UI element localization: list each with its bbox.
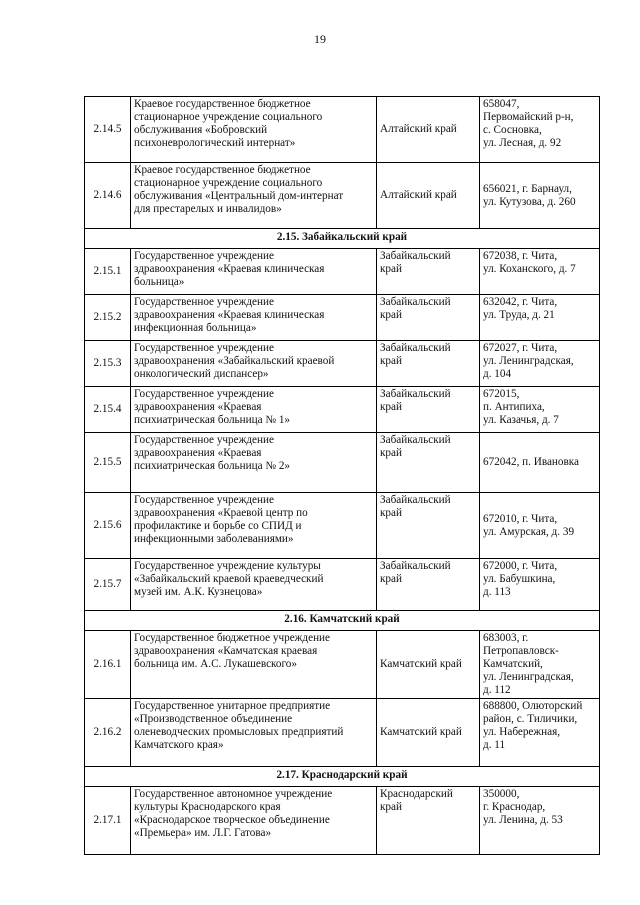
region-name: Алтайский край — [377, 97, 480, 163]
address: 632042, г. Чита, ул. Труда, д. 21 — [480, 295, 600, 341]
section-title: 2.16. Камчатский край — [85, 611, 600, 631]
region-name: Забайкальский край — [377, 493, 480, 559]
institution-name: Государственное учреждение здравоохранения «Краевая психиатрическая больница № 2» — [131, 433, 377, 493]
address: 672038, г. Чита, ул. Коханского, д. 7 — [480, 249, 600, 295]
table-row — [85, 97, 600, 163]
institution-name: Государственное учреждение культуры «Забайкальский краевой краеведческий музей им. А.К. Кузнецова» — [131, 559, 377, 611]
row-number: 2.14.6 — [85, 163, 131, 229]
table-row — [85, 493, 600, 559]
section-header-row — [85, 611, 600, 631]
table-row — [85, 433, 600, 493]
row-number: 2.15.3 — [85, 341, 131, 387]
institution-name: Государственное бюджетное учреждение здравоохранения «Камчатская краевая больница им. А.С. Лукашевского» — [131, 631, 377, 699]
region-name: Алтайский край — [377, 163, 480, 229]
address: 688800, Олюторский район, с. Тиличики, ул. Набережная, д. 11 — [480, 699, 600, 767]
institution-name: Краевое государственное бюджетное стационарное учреждение социального обслуживания «Бобровский психоневрологический интернат» — [131, 97, 377, 163]
row-number: 2.15.2 — [85, 295, 131, 341]
table-row — [85, 387, 600, 433]
institution-name: Государственное учреждение здравоохранения «Краевой центр по профилактике и борьбе со СПИД и инфекционными заболеваниями» — [131, 493, 377, 559]
address: 672000, г. Чита, ул. Бабушкина, д. 113 — [480, 559, 600, 611]
table-row — [85, 787, 600, 855]
region-name: Забайкальский край — [377, 387, 480, 433]
region-name: Краснодарский край — [377, 787, 480, 855]
address: 658047, Первомайский р-н, с. Сосновка, ул. Лесная, д. 92 — [480, 97, 600, 163]
row-number: 2.16.1 — [85, 631, 131, 699]
region-name: Забайкальский край — [377, 559, 480, 611]
region-name: Забайкальский край — [377, 341, 480, 387]
row-number: 2.15.1 — [85, 249, 131, 295]
address: 350000, г. Краснодар, ул. Ленина, д. 53 — [480, 787, 600, 855]
table-row — [85, 631, 600, 699]
page-number: 19 — [314, 32, 326, 46]
registry-table-body — [85, 97, 600, 855]
row-number: 2.15.4 — [85, 387, 131, 433]
row-number: 2.15.7 — [85, 559, 131, 611]
region-name: Камчатский край — [377, 631, 480, 699]
region-name: Забайкальский край — [377, 433, 480, 493]
table-row — [85, 699, 600, 767]
section-title: 2.17. Краснодарский край — [85, 767, 600, 787]
institution-name: Государственное учреждение здравоохранения «Забайкальский краевой онкологический диспансер» — [131, 341, 377, 387]
table-row — [85, 249, 600, 295]
address: 683003, г. Петропавловск- Камчатский, ул. Ленинградская, д. 112 — [480, 631, 600, 699]
region-name: Забайкальский край — [377, 249, 480, 295]
row-number: 2.16.2 — [85, 699, 131, 767]
institution-name: Государственное учреждение здравоохранения «Краевая психиатрическая больница № 1» — [131, 387, 377, 433]
institution-name: Государственное унитарное предприятие «Производственное объединение оленеводческих промысловых предприятий Камчатского края» — [131, 699, 377, 767]
address: 672027, г. Чита, ул. Ленинградская, д. 104 — [480, 341, 600, 387]
address: 656021, г. Барнаул, ул. Кутузова, д. 260 — [480, 163, 600, 229]
section-header-row — [85, 767, 600, 787]
row-number: 2.15.5 — [85, 433, 131, 493]
table-row — [85, 163, 600, 229]
section-header-row — [85, 229, 600, 249]
row-number: 2.15.6 — [85, 493, 131, 559]
row-number: 2.14.5 — [85, 97, 131, 163]
institution-name: Краевое государственное бюджетное стационарное учреждение социального обслуживания «Центральный дом-интернат для престарелых и инвалидов» — [131, 163, 377, 229]
table-row — [85, 341, 600, 387]
address: 672042, п. Ивановка — [480, 433, 600, 493]
address: 672010, г. Чита, ул. Амурская, д. 39 — [480, 493, 600, 559]
registry-table — [84, 96, 600, 855]
table-row — [85, 295, 600, 341]
table-row — [85, 559, 600, 611]
institution-name: Государственное автономное учреждение культуры Краснодарского края «Краснодарское творческое объединение «Премьера» им. Л.Г. Гатова» — [131, 787, 377, 855]
institution-name: Государственное учреждение здравоохранения «Краевая клиническая инфекционная больница» — [131, 295, 377, 341]
region-name: Забайкальский край — [377, 295, 480, 341]
section-title: 2.15. Забайкальский край — [85, 229, 600, 249]
address: 672015, п. Антипиха, ул. Казачья, д. 7 — [480, 387, 600, 433]
row-number: 2.17.1 — [85, 787, 131, 855]
institution-name: Государственное учреждение здравоохранения «Краевая клиническая больница» — [131, 249, 377, 295]
region-name: Камчатский край — [377, 699, 480, 767]
